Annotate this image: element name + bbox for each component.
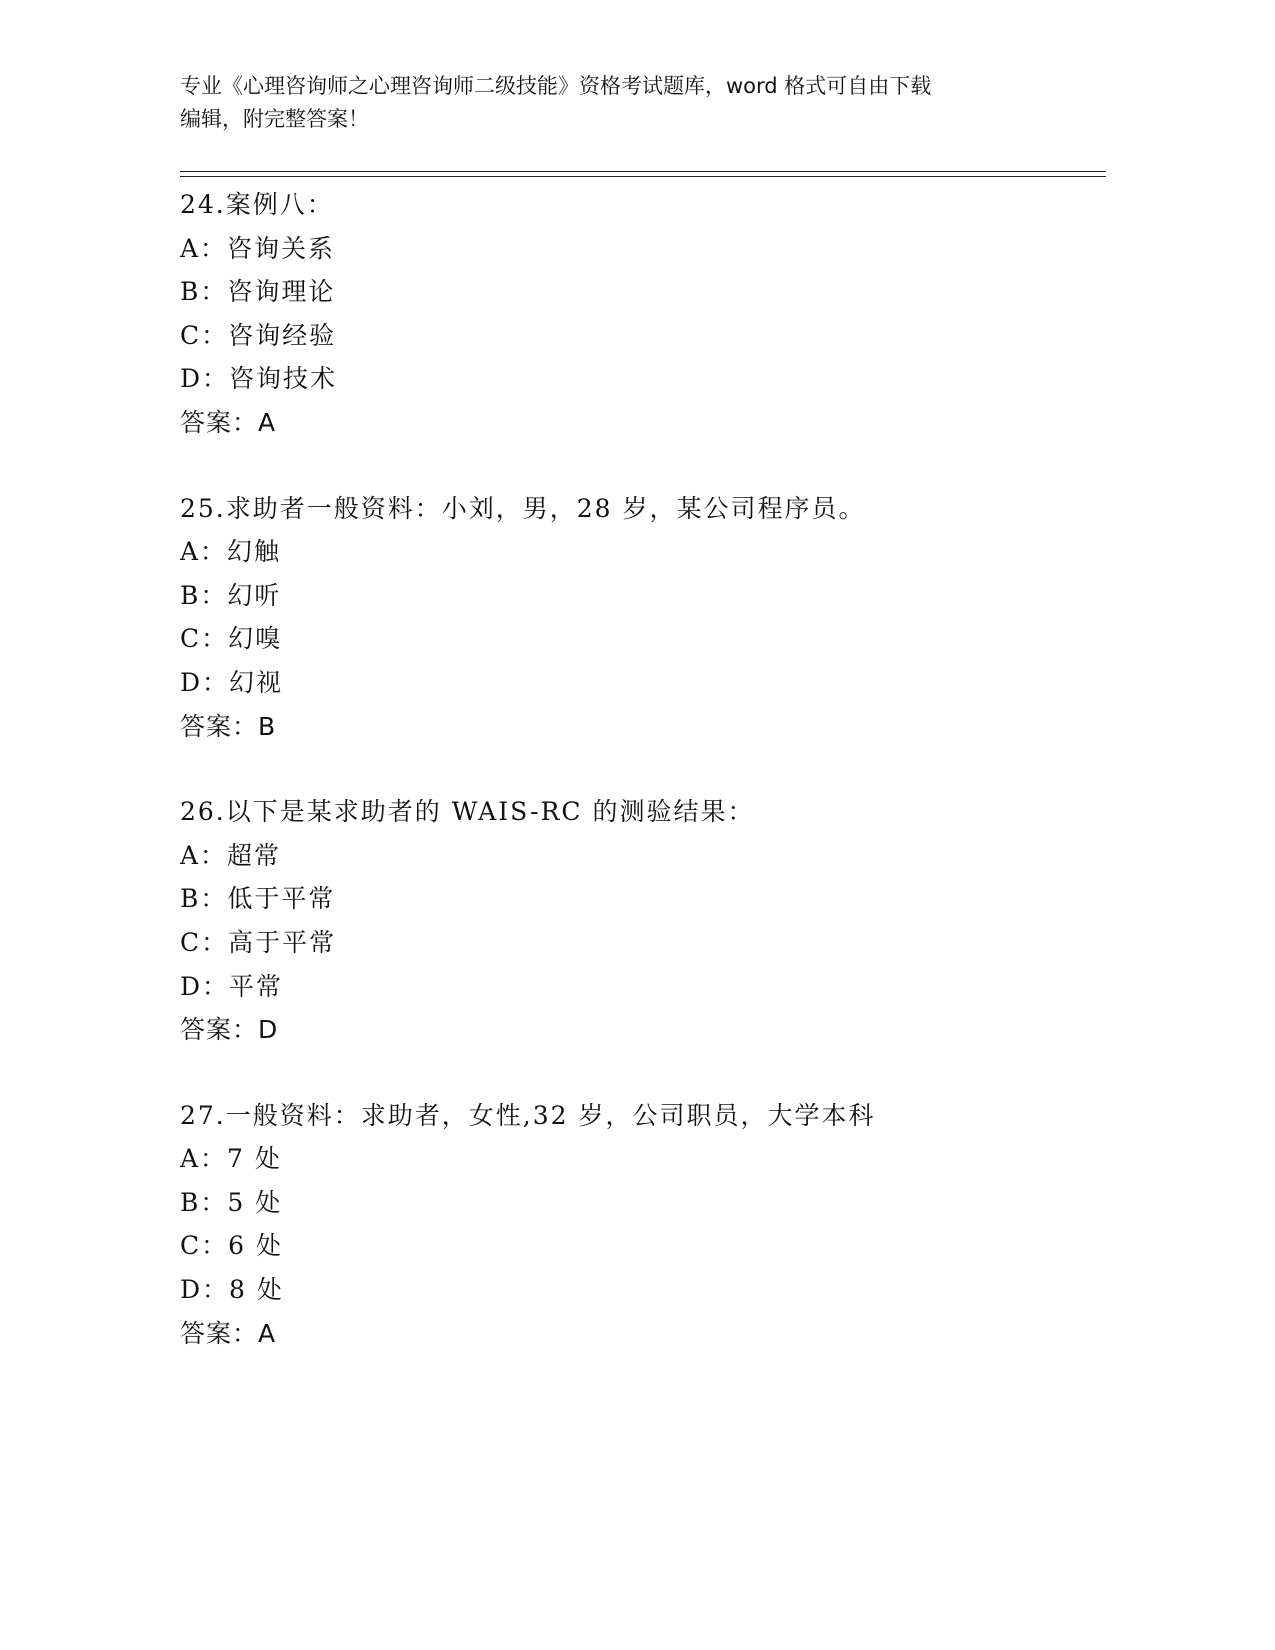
question-24 [180,183,1100,445]
document-header [180,70,1060,136]
option-a: A：7 处 [180,1144,282,1174]
header-line-2: 编辑，附完整答案！ [180,107,369,131]
option-a: A：幻触 [180,537,282,567]
option-d: D：平常 [180,971,284,1001]
header-divider-bottom [180,176,1106,177]
question-list [180,183,1100,1397]
answer-line: 答案：B [180,711,277,741]
option-c: C：幻嗅 [180,624,283,654]
option-d: D：幻视 [180,667,284,697]
option-b: B：咨询理论 [180,277,336,307]
option-b: B：幻听 [180,580,282,610]
option-b: B：5 处 [180,1187,283,1217]
question-stem: 24.案例八： [180,190,334,219]
option-c: C：咨询经验 [180,320,337,350]
option-d: D：8 处 [180,1275,284,1305]
question-stem: 25.求助者一般资料：小刘，男，28 岁，某公司程序员。 [180,493,866,523]
question-stem: 27.一般资料：求助者，女性,32 岁，公司职员，大学本科 [180,1100,876,1130]
question-25 [180,487,1100,749]
answer-line: 答案：A [180,1318,277,1348]
header-divider-top [180,171,1106,172]
option-b: B：低于平常 [180,884,336,914]
header-line-1: 专业《心理咨询师之心理咨询师二级技能》资格考试题库，word 格式可自由下载 [180,74,932,98]
option-a: A：咨询关系 [180,233,336,263]
option-d: D：咨询技术 [180,364,338,394]
option-c: C：6 处 [180,1231,283,1261]
question-stem: 26.以下是某求助者的 WAIS-RC 的测验结果： [180,797,755,827]
option-a: A：超常 [180,840,282,870]
answer-line: 答案：D [180,1015,279,1045]
option-c: C：高于平常 [180,927,337,957]
answer-line: 答案：A [180,407,277,437]
question-27 [180,1094,1100,1356]
question-26 [180,790,1100,1052]
